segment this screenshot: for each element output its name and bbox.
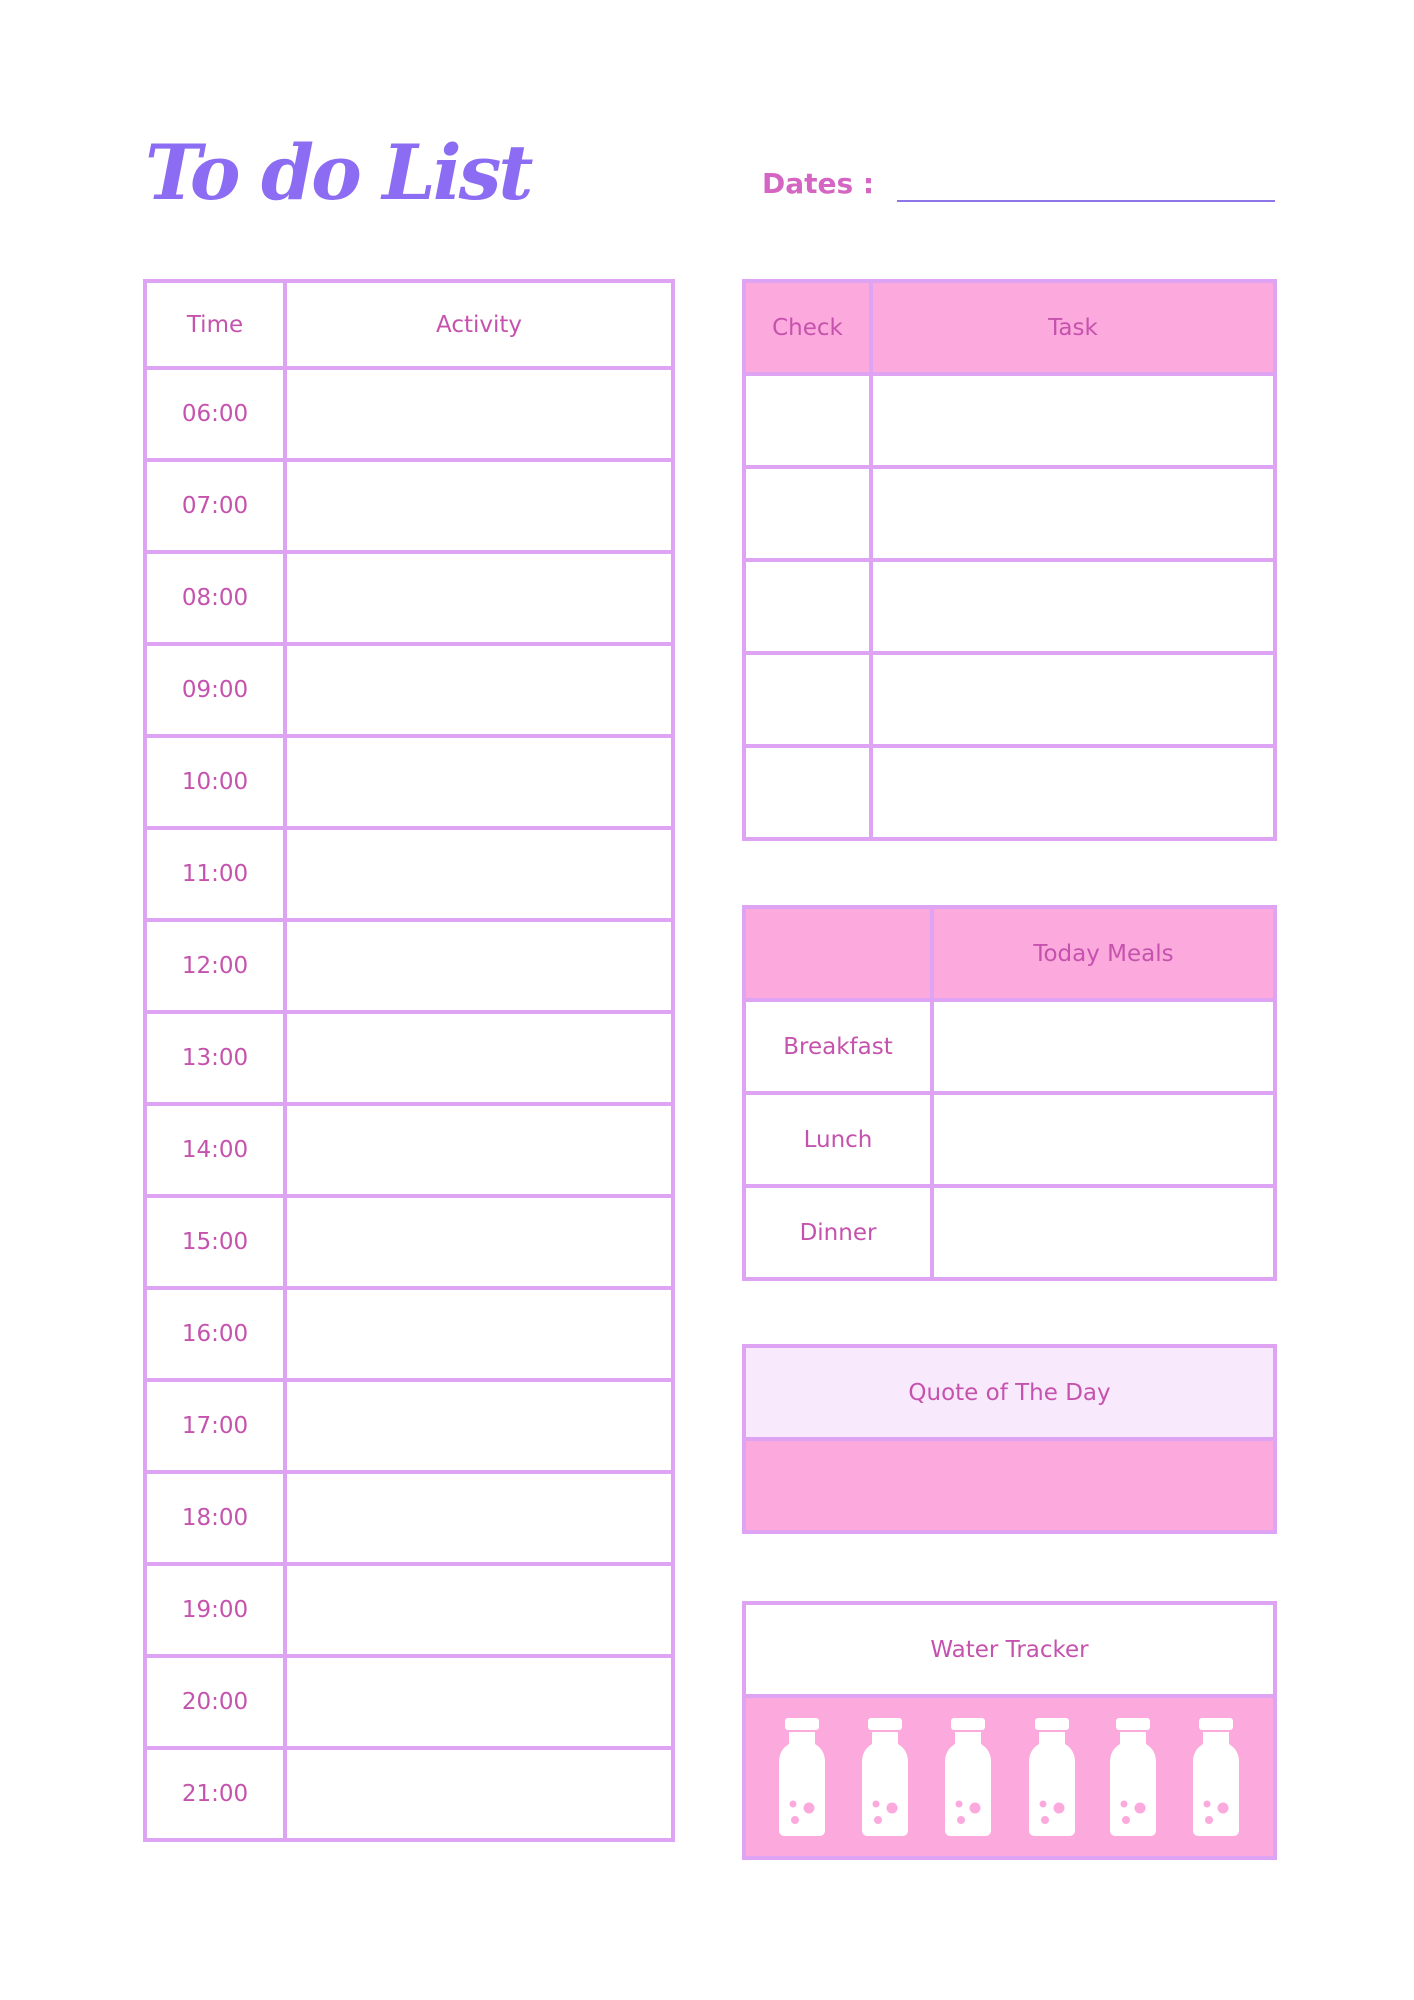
task-row — [744, 467, 1275, 560]
page-title: To do List — [145, 128, 531, 217]
water-tracker — [742, 1601, 1277, 1860]
task-row — [744, 746, 1275, 839]
dates-field[interactable] — [897, 200, 1275, 202]
quote-box — [742, 1344, 1277, 1534]
time-cell: 07:00 — [145, 460, 285, 552]
activity-cell[interactable] — [285, 1656, 673, 1748]
time-column-header: Time — [145, 281, 285, 368]
task-cell[interactable] — [871, 653, 1275, 746]
water-bottle-icon[interactable] — [1027, 1718, 1077, 1836]
time-cell: 13:00 — [145, 1012, 285, 1104]
time-cell: 11:00 — [145, 828, 285, 920]
schedule-row — [145, 1656, 673, 1748]
meal-label: Lunch — [744, 1093, 932, 1186]
activity-cell[interactable] — [285, 1012, 673, 1104]
meal-label: Breakfast — [744, 1000, 932, 1093]
water-bottle-icon[interactable] — [1191, 1718, 1241, 1836]
schedule-row — [145, 1104, 673, 1196]
activity-cell[interactable] — [285, 1564, 673, 1656]
schedule-row — [145, 920, 673, 1012]
activity-cell[interactable] — [285, 368, 673, 460]
meal-label: Dinner — [744, 1186, 932, 1279]
water-bottle-icon[interactable] — [1108, 1718, 1158, 1836]
schedule-row — [145, 644, 673, 736]
time-cell: 14:00 — [145, 1104, 285, 1196]
activity-cell[interactable] — [285, 1472, 673, 1564]
schedule-header-row — [145, 281, 673, 368]
task-row — [744, 560, 1275, 653]
schedule-row — [145, 1564, 673, 1656]
time-cell: 12:00 — [145, 920, 285, 1012]
activity-cell[interactable] — [285, 460, 673, 552]
meal-cell[interactable] — [932, 1000, 1275, 1093]
time-cell: 06:00 — [145, 368, 285, 460]
water-bottles-area — [746, 1698, 1273, 1856]
schedule-row — [145, 736, 673, 828]
activity-cell[interactable] — [285, 920, 673, 1012]
meals-header-row — [744, 907, 1275, 1000]
quote-area[interactable] — [746, 1441, 1273, 1530]
activity-cell[interactable] — [285, 828, 673, 920]
time-cell: 16:00 — [145, 1288, 285, 1380]
schedule-row — [145, 1012, 673, 1104]
time-cell: 15:00 — [145, 1196, 285, 1288]
task-row — [744, 374, 1275, 467]
schedule-row — [145, 1288, 673, 1380]
time-cell: 10:00 — [145, 736, 285, 828]
task-cell[interactable] — [871, 560, 1275, 653]
schedule-row — [145, 552, 673, 644]
activity-cell[interactable] — [285, 552, 673, 644]
task-table — [742, 279, 1277, 841]
activity-cell[interactable] — [285, 1380, 673, 1472]
time-cell: 09:00 — [145, 644, 285, 736]
activity-cell[interactable] — [285, 644, 673, 736]
meal-row — [744, 1000, 1275, 1093]
activity-cell[interactable] — [285, 1288, 673, 1380]
meals-table — [742, 905, 1277, 1281]
check-column-header: Check — [744, 281, 871, 374]
schedule-row — [145, 460, 673, 552]
task-header-row — [744, 281, 1275, 374]
check-cell[interactable] — [744, 746, 871, 839]
task-column-header: Task — [871, 281, 1275, 374]
activity-cell[interactable] — [285, 1748, 673, 1840]
quote-title: Quote of The Day — [746, 1348, 1273, 1441]
water-bottle-icon[interactable] — [943, 1718, 993, 1836]
meal-row — [744, 1093, 1275, 1186]
time-cell: 17:00 — [145, 1380, 285, 1472]
today-meals-header: Today Meals — [932, 907, 1275, 1000]
task-cell[interactable] — [871, 374, 1275, 467]
time-cell: 08:00 — [145, 552, 285, 644]
activity-column-header: Activity — [285, 281, 673, 368]
task-cell[interactable] — [871, 467, 1275, 560]
check-cell[interactable] — [744, 467, 871, 560]
task-cell[interactable] — [871, 746, 1275, 839]
schedule-row — [145, 368, 673, 460]
schedule-row — [145, 1748, 673, 1840]
activity-cell[interactable] — [285, 1104, 673, 1196]
schedule-row — [145, 1380, 673, 1472]
check-cell[interactable] — [744, 653, 871, 746]
meals-corner-cell — [744, 907, 932, 1000]
meal-cell[interactable] — [932, 1186, 1275, 1279]
meal-cell[interactable] — [932, 1093, 1275, 1186]
schedule-row — [145, 828, 673, 920]
activity-cell[interactable] — [285, 1196, 673, 1288]
schedule-row — [145, 1472, 673, 1564]
time-cell: 18:00 — [145, 1472, 285, 1564]
water-tracker-title: Water Tracker — [746, 1605, 1273, 1698]
meal-row — [744, 1186, 1275, 1279]
check-cell[interactable] — [744, 560, 871, 653]
activity-cell[interactable] — [285, 736, 673, 828]
water-bottle-icon[interactable] — [860, 1718, 910, 1836]
water-bottle-icon[interactable] — [777, 1718, 827, 1836]
task-row — [744, 653, 1275, 746]
dates-label: Dates : — [762, 167, 875, 200]
time-cell: 20:00 — [145, 1656, 285, 1748]
schedule-table — [143, 279, 675, 1842]
check-cell[interactable] — [744, 374, 871, 467]
schedule-row — [145, 1196, 673, 1288]
time-cell: 21:00 — [145, 1748, 285, 1840]
time-cell: 19:00 — [145, 1564, 285, 1656]
